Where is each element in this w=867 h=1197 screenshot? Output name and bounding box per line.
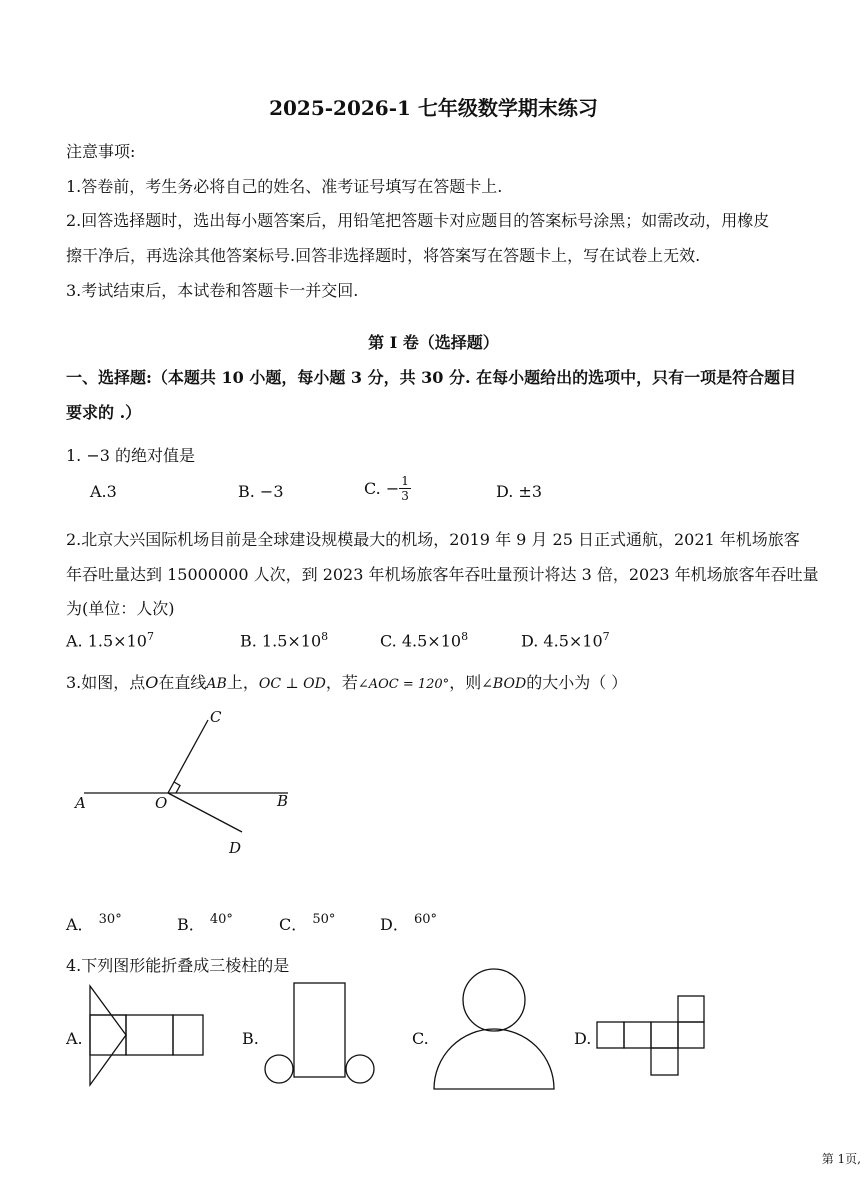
option-value: 40° — [209, 912, 233, 927]
section-title: 第 I 卷（选择题） — [368, 333, 499, 352]
q4-option-b-label: B. — [242, 1029, 259, 1048]
net-c — [434, 969, 554, 1089]
part1-instruction-1: 一、选择题:（本题共 10 小题，每小题 3 分，共 30 分. 在每小题给出的选项中，只有一项是符合题目 — [66, 368, 797, 387]
option-text: A. 1.5×10 — [66, 631, 147, 651]
notice-item-2a: 2.回答选择题时，选出每小题答案后，用铅笔把答题卡对应题目的答案标号涂黑；如需改动，用橡皮 — [66, 211, 770, 230]
option-label: C． — [279, 915, 308, 934]
exponent: 8 — [321, 630, 329, 643]
net-b — [265, 983, 374, 1083]
q4-option-a-label: A. — [66, 1029, 83, 1048]
label-b: B — [277, 792, 289, 810]
exponent: 7 — [602, 630, 610, 643]
part1-instruction-2: 要求的 .） — [66, 403, 142, 422]
math-line-ab: AB — [206, 676, 227, 692]
q1-option-d: D. ±3 — [496, 482, 543, 501]
page-title: 2025-2026-1 七年级数学期末练习 — [269, 96, 598, 120]
stem-text: 上， — [226, 673, 259, 692]
q2-stem-line-2: 年吞吐量达到 15000000 人次，到 2023 年机场旅客年吞吐量预计将达 3 倍，2023 年机场旅客年吞吐量 — [66, 565, 819, 584]
label-d: D — [229, 839, 242, 857]
option-value: 60° — [413, 912, 437, 927]
q1-stem: 1. −3 的绝对值是 — [66, 446, 196, 465]
option-text: D. 4.5×10 — [521, 631, 603, 651]
notice-item-1: 1.答卷前，考生务必将自己的姓名、准考证号填写在答题卡上. — [66, 177, 503, 196]
q2-stem-line-3: 为(单位：人次) — [66, 599, 175, 618]
net-d — [597, 996, 704, 1075]
q2-stem-line-1: 2.北京大兴国际机场目前是全球建设规模最大的机场，2019 年 9 月 25 日正式通航，2021 年机场旅客 — [66, 530, 800, 549]
fraction-numerator: 1 — [401, 474, 409, 488]
option-value: 30° — [98, 912, 122, 927]
math-angle-aoc: ∠AOC = 120° — [357, 677, 450, 692]
stem-text: ，若 — [325, 673, 358, 692]
stem-text: 3.如图，点 — [66, 673, 146, 692]
math-perpendicular: OC ⊥ OD — [258, 676, 326, 692]
q1-option-b: B. −3 — [238, 482, 284, 501]
q1-option-c-prefix: C. − — [364, 479, 400, 498]
q4-option-c-label: C. — [412, 1029, 429, 1048]
option-text: C. 4.5×10 — [380, 631, 462, 651]
math-point-o: O — [145, 673, 159, 692]
option-value: 50° — [312, 912, 336, 927]
exponent: 8 — [461, 630, 469, 643]
q4-option-d-label: D. — [574, 1029, 592, 1048]
notice-item-2b: 擦干净后，再选涂其他答案标号.回答非选择题时，将答案写在答题卡上，写在试卷上无效. — [66, 246, 701, 265]
fraction-denominator: 3 — [401, 489, 409, 503]
option-label: B． — [177, 915, 205, 934]
page-number: 第 1页, — [821, 1152, 861, 1166]
notice-heading: 注意事项: — [66, 142, 136, 161]
stem-text: 在直线 — [158, 673, 207, 692]
option-label: A． — [66, 915, 94, 934]
exponent: 7 — [146, 630, 154, 643]
label-o: O — [155, 794, 168, 812]
q4-stem: 4.下列图形能折叠成三棱柱的是 — [66, 956, 290, 975]
stem-text: 的大小为（ ） — [526, 673, 628, 692]
stem-text: ，则 — [449, 673, 482, 692]
q1-option-a: A.3 — [90, 482, 117, 501]
option-text: B. 1.5×10 — [240, 631, 322, 651]
net-a — [90, 986, 203, 1085]
option-label: D． — [380, 915, 409, 934]
label-c: C — [210, 708, 222, 726]
label-a: A — [75, 794, 86, 812]
notice-item-3: 3.考试结束后，本试卷和答题卡一并交回. — [66, 281, 359, 300]
math-angle-bod: ∠BOD — [481, 676, 527, 692]
